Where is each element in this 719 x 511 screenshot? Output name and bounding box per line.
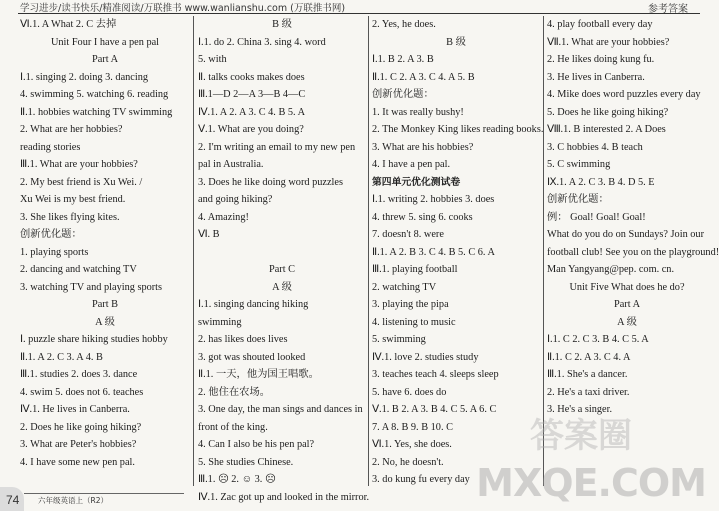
answer-line: B 级 xyxy=(446,36,466,48)
answer-line: 3. C hobbies 4. B teach xyxy=(547,141,643,153)
answer-line: A 级 xyxy=(617,316,637,328)
answer-line: 第四单元优化测试卷 xyxy=(372,176,461,188)
watermark-cn: 答案圈 xyxy=(530,416,632,456)
answer-line: Ⅷ.1. B interested 2. A Does xyxy=(547,124,666,135)
answer-line: Ⅳ.1. love 2. studies study xyxy=(372,351,479,363)
answer-line: 创新优化题： xyxy=(20,229,82,240)
answer-line: 7. doesn't 8. were xyxy=(372,229,444,240)
answer-line: 2. He likes doing kung fu. xyxy=(547,54,655,65)
answer-line: swimming xyxy=(198,316,242,328)
answer-line: 创新优化题： xyxy=(372,89,434,100)
answer-line: B 级 xyxy=(272,19,292,30)
answer-line: 4. Mike does word puzzles every day xyxy=(547,89,701,100)
answer-line: 5. with xyxy=(198,54,227,65)
column-divider xyxy=(193,16,194,486)
answer-line: 2. Yes, he does. xyxy=(372,19,436,30)
answer-line xyxy=(198,244,366,262)
answer-line: A 级 xyxy=(95,316,115,328)
answer-line: 2. dancing and watching TV xyxy=(20,264,137,275)
column-1 xyxy=(20,16,190,484)
answer-line: Ⅰ.1. B 2. A 3. B xyxy=(372,54,434,65)
answer-line: 5. C swimming xyxy=(547,159,611,170)
answer-line: 2. He's a taxi driver. xyxy=(547,386,630,398)
answer-line: Ⅶ.1. What are your hobbies? xyxy=(547,36,670,48)
answer-line: Ⅲ.1—D 2—A 3—B 4—C xyxy=(198,89,306,100)
answer-line: Unit Four I have a pen pal xyxy=(50,36,160,48)
column-divider xyxy=(368,16,369,486)
answer-line: Ⅵ.1. A What 2. C 去掉 xyxy=(20,19,117,30)
answer-line: Part A xyxy=(91,54,119,65)
answer-line: Ⅰ.1. writing 2. hobbies 3. does xyxy=(372,194,495,205)
answer-line: 2. My best friend is Xu Wei. / xyxy=(20,176,143,188)
answer-line: 5. She studies Chinese. xyxy=(198,456,294,468)
answer-line: Ⅲ.1. She's a dancer. xyxy=(547,369,628,380)
header-rule xyxy=(18,13,700,14)
column-3 xyxy=(372,16,544,485)
answer-line: 3. playing the pipa xyxy=(372,299,449,310)
answer-line: Ⅳ.1. Zac got up and looked in the mirror. xyxy=(198,491,370,503)
answer-line: 5. have 6. does do xyxy=(372,386,447,398)
answer-line: 4. listening to music xyxy=(372,316,456,328)
answer-line: 2. I'm writing an email to my new pen xyxy=(198,141,356,153)
answer-line: Part C xyxy=(268,264,296,275)
page-header xyxy=(0,0,710,14)
answer-line: 3. do kung fu every day xyxy=(372,474,470,485)
answer-line: Ⅳ.1. He lives in Canberra. xyxy=(20,404,130,415)
answer-line: 2. What are her hobbies? xyxy=(20,124,123,135)
answer-line: Ⅱ.1. C 2. A 3. C 4. A xyxy=(547,351,631,363)
answer-line: Ⅱ. talks cooks makes does xyxy=(198,71,305,83)
answer-line: 2. No, he doesn't. xyxy=(372,456,444,468)
answer-line: 2. The Monkey King likes reading books. xyxy=(372,124,544,135)
answer-line: A 级 xyxy=(272,281,292,293)
answer-line: 4. I have a pen pal. xyxy=(372,159,451,170)
answer-line: Unit Five What does he do? xyxy=(569,281,685,293)
answer-line: front of the king. xyxy=(198,421,268,433)
answer-line: 3. teaches teach 4. sleeps sleep xyxy=(372,369,499,380)
answer-line: 3. She likes flying kites. xyxy=(20,211,120,223)
answer-line: Ⅱ.1. C 2. A 3. C 4. A 5. B xyxy=(372,71,475,83)
answer-line: Ⅲ.1. studies 2. does 3. dance xyxy=(20,369,138,380)
page-number: 74 xyxy=(6,493,20,507)
answer-line: 3. He's a singer. xyxy=(547,404,613,415)
page-number-badge xyxy=(0,487,24,511)
answer-line: 4. threw 5. sing 6. cooks xyxy=(372,211,473,223)
answer-line: Ⅰ. puzzle share hiking studies hobby xyxy=(20,334,168,345)
answer-line: 3. He lives in Canberra. xyxy=(547,71,645,83)
answer-line: 3. One day, the man sings and dances in xyxy=(198,404,363,415)
answer-line: Ⅱ.1. A 2. C 3. A 4. B xyxy=(20,351,103,363)
watermark-en: MXQE.COM xyxy=(476,461,706,505)
footer-grade-label: 六年级英语上（R2） xyxy=(38,496,108,505)
answer-line: Ⅱ.1. hobbies watching TV swimming xyxy=(20,106,173,118)
answer-line: 5. Does he like going hiking? xyxy=(547,106,669,118)
answer-line: Ⅴ.1. B 2. A 3. B 4. C 5. A 6. C xyxy=(372,404,497,415)
answer-line: 3. watching TV and playing sports xyxy=(20,281,163,293)
answer-line: Ⅲ.1. ☹ 2. ☺ 3. ☹ xyxy=(198,474,276,485)
answer-line: Ⅵ. B xyxy=(198,229,220,240)
answer-line: 2. watching TV xyxy=(372,281,437,293)
answer-line: pal in Australia. xyxy=(198,159,264,170)
answer-line: Ⅰ.1. singing 2. doing 3. dancing xyxy=(20,71,149,83)
answer-line: Man Yangyang@pep. com. cn. xyxy=(547,264,675,275)
answer-line: reading stories xyxy=(20,141,81,153)
answer-line: 4. swim 5. does not 6. teaches xyxy=(20,386,144,398)
answer-line: 3. What are Peter's hobbies? xyxy=(20,439,137,450)
answer-line: 4. Amazing! xyxy=(198,211,249,223)
answer-line: Part A xyxy=(613,299,641,310)
answer-line: 2. has likes does lives xyxy=(198,334,288,345)
answer-line: 3. What are his hobbies? xyxy=(372,141,474,153)
header-left-text: 学习进步/读书快乐/精准阅读/万联推书 www.wanlianshu.com (万联推书网) xyxy=(20,3,346,14)
answer-line: 3. Does he like doing word puzzles xyxy=(198,176,343,188)
answer-line: 3. got was shouted looked xyxy=(198,351,306,363)
answer-line: 创新优化题： xyxy=(547,194,609,205)
answer-line: 4. I have some new pen pal. xyxy=(20,456,135,468)
answer-line: What do you do on Sundays? Join our xyxy=(547,229,705,240)
answer-line: 例： Goal! Goal! Goal! xyxy=(547,211,646,223)
answer-line: Ⅰ.1. do 2. China 3. sing 4. word xyxy=(198,36,326,48)
answer-line: Ⅴ.1. What are you doing? xyxy=(198,124,304,135)
answer-line: 4. swimming 5. watching 6. reading xyxy=(20,89,169,100)
answer-line: 7. A 8. B 9. B 10. C xyxy=(372,421,453,433)
answer-line: 2. Does he like going hiking? xyxy=(20,421,142,433)
answer-line: Ⅸ.1. A 2. C 3. B 4. D 5. E xyxy=(547,176,655,188)
answer-line: 4. Can I also be his pen pal? xyxy=(198,439,315,450)
header-right-text: 参考答案 xyxy=(648,4,688,15)
page-footer xyxy=(0,485,710,511)
answer-line: Ⅰ.1. C 2. C 3. B 4. C 5. A xyxy=(547,334,649,345)
answer-line: 5. swimming xyxy=(372,334,426,345)
answer-line: Ⅲ.1. What are your hobbies? xyxy=(20,159,138,170)
answer-line: 1. It was really bushy! xyxy=(372,106,464,118)
answer-line: football club! See you on the playground! xyxy=(547,246,719,258)
answer-line: and going hiking? xyxy=(198,194,273,205)
answer-line: 2. 他住在农场。 xyxy=(198,386,271,398)
answer-line: Ⅵ.1. Yes, she does. xyxy=(372,439,452,450)
footer-rule xyxy=(24,493,184,494)
column-2 xyxy=(198,16,370,503)
answer-line: Ⅱ.1. A 2. B 3. C 4. B 5. C 6. A xyxy=(372,246,495,258)
answer-line: Part B xyxy=(91,299,119,310)
answer-line: 4. play football every day xyxy=(547,19,653,30)
answer-line: Ⅱ.1. 一天，他为国王唱歌。 xyxy=(198,369,319,380)
answer-line: Ⅲ.1. playing football xyxy=(372,264,458,275)
answer-line: Xu Wei is my best friend. xyxy=(20,194,126,205)
answer-line: Ⅰ.1. singing dancing hiking xyxy=(198,299,309,310)
answer-line: 1. playing sports xyxy=(20,246,89,258)
answer-line: Ⅳ.1. A 2. A 3. C 4. B 5. A xyxy=(198,106,306,118)
